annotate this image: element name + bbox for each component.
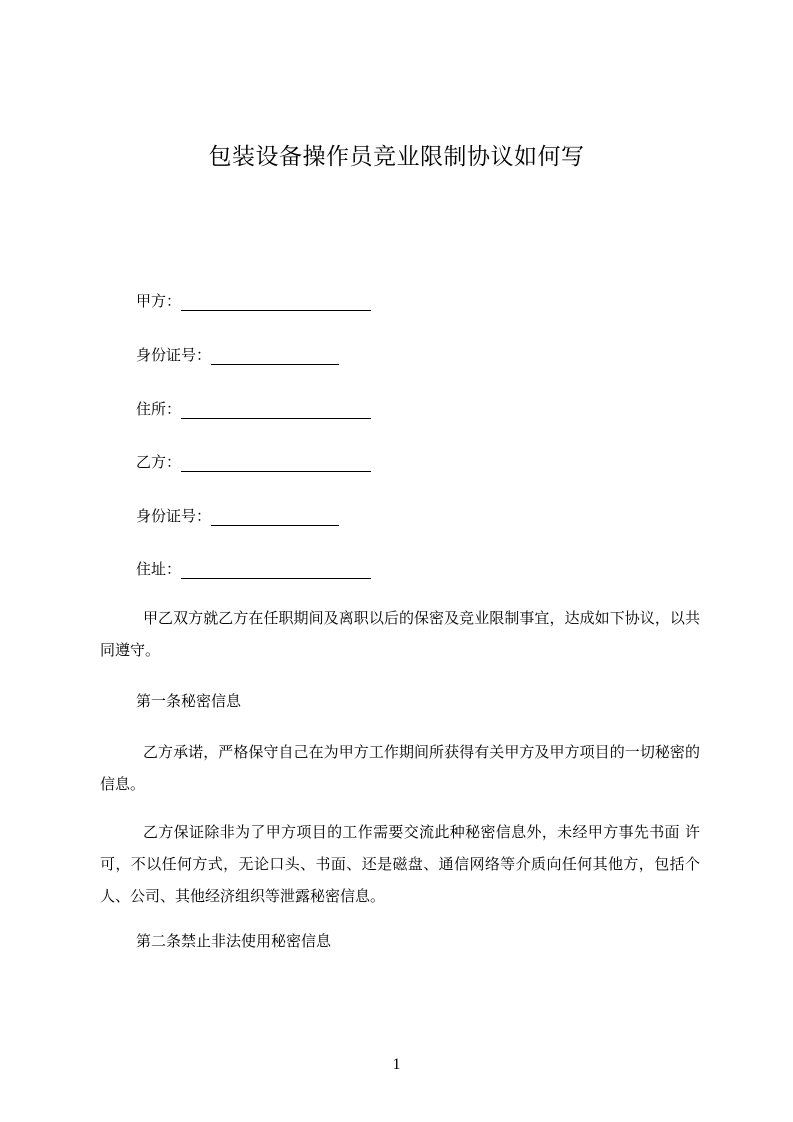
party-a-id-field [136,345,339,365]
article-1-paragraph-2: 乙方保证除非为了甲方项目的工作需要交流此种秘密信息外，未经甲方事先书面 许可，不以任何方式，无论口头、书面、还是磁盘、通信网络等介质向任何其他方，包括个人、公司、其他经济组织等泄露秘密信息。 [100,823,700,905]
party-b-field [136,452,371,472]
field-label: 身份证号： [136,346,212,364]
field-label: 身份证号： [136,507,212,525]
party-a-field [136,291,371,311]
article-1-paragraph-1: 乙方承诺，严格保守自己在为甲方工作期间所获得有关甲方及甲方项目的一切秘密的信息。 [100,743,700,793]
article-2-heading: 第二条禁止非法使用秘密信息 [136,932,332,950]
fill-in-blank[interactable] [181,455,371,472]
field-label: 住址： [136,560,182,578]
party-a-address-field [136,399,371,419]
page-number: 1 [392,1056,401,1073]
article-1-heading: 第一条秘密信息 [136,692,242,710]
document-title: 包装设备操作员竞业限制协议如何写 [208,144,585,170]
field-label: 乙方： [136,453,182,471]
field-label: 甲方： [136,292,182,310]
fill-in-blank[interactable] [181,294,371,311]
fill-in-blank[interactable] [211,348,339,365]
intro-paragraph: 甲乙双方就乙方在任职期间及离职以后的保密及竞业限制事宜，达成如下协议，以共同遵守。 [100,609,700,659]
fill-in-blank[interactable] [181,402,371,419]
party-b-address-field [136,559,371,579]
fill-in-blank[interactable] [181,562,371,579]
fill-in-blank[interactable] [211,509,339,526]
party-b-id-field [136,506,339,526]
field-label: 住所： [136,400,182,418]
